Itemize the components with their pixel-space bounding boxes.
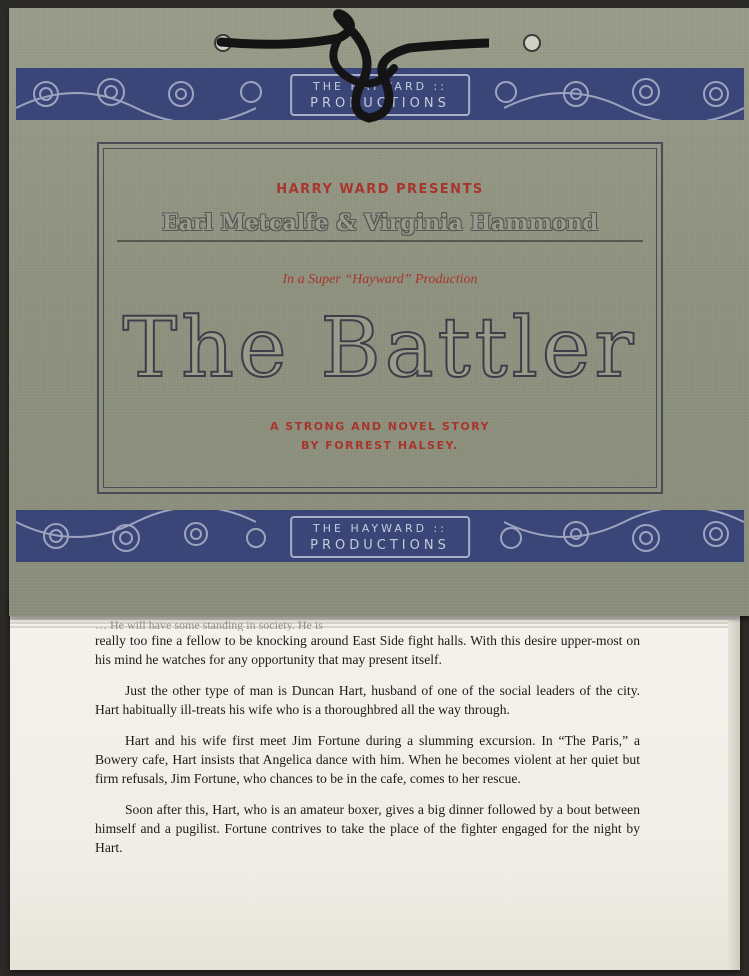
- film-title: The Battler: [122, 301, 638, 396]
- story-paragraph-2: Just the other type of man is Duncan Hart, husband of one of the social leaders of the city. Hart habitually ill-treats his wife who is a thoroughbred all the way through.: [95, 683, 640, 717]
- production-line: In a Super “Hayward” Production: [282, 272, 478, 287]
- hayward-productions-label: THE HAYWARD :: PRODUCTIONS: [290, 516, 470, 558]
- binding-cord-icon: [209, 8, 489, 128]
- story-paragraph-4: Soon after this, Hart, who is an amateur boxer, gives a big dinner followed by a bout between himself and a pugilist. Fortune contrives to take the place of the fighter engaged for the night by Hart.: [95, 802, 640, 855]
- stars-line: Earl Metcalfe & Virginia Hammond: [117, 210, 643, 242]
- bottom-decorative-band: [16, 510, 744, 562]
- hayward-productions-label: THE HAYWARD :: PRODUCTIONS: [290, 74, 470, 116]
- tagline-1: A STRONG AND NOVEL STORY: [269, 420, 491, 433]
- binding-hole-right: [523, 34, 541, 52]
- cutoff-line: … He will have some standing in society. He is: [95, 619, 323, 631]
- story-paragraph-3: Hart and his wife first meet Jim Fortune during a slumming excursion. In “The Paris,” a Bowery cafe, Hart insists that Angelica dance with him. When he becomes violent at her quiet but firm refusals, Jim Fortune, who chances to be in the cafe, comes to her rescue.: [95, 733, 640, 786]
- title-frame: [97, 142, 663, 494]
- tagline-2: BY FORREST HALSEY.: [301, 439, 459, 452]
- page-side-edge: [728, 620, 740, 970]
- presents-line: HARRY WARD PRESENTS: [276, 182, 484, 197]
- story-paragraph-1: really too fine a fellow to be knocking around East Side fight halls. With this desire upper-most on his mind he watches for any opportunity that may present itself.: [95, 633, 640, 667]
- program-cover: [9, 8, 749, 616]
- story-text: [95, 619, 640, 869]
